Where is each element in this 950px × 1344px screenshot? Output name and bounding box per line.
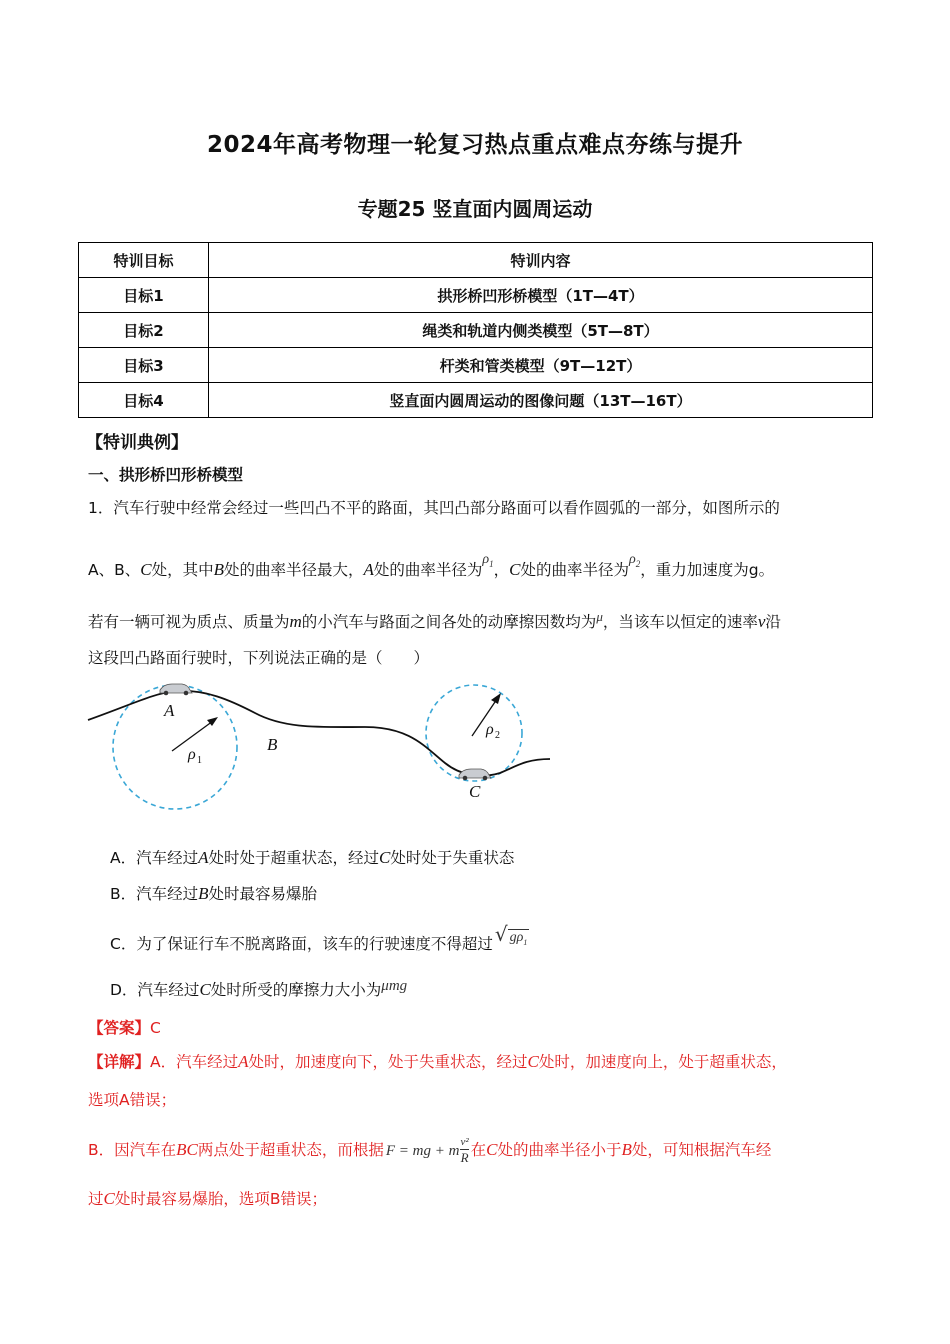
question-line-1: 1．汽车行驶中经常会经过一些凹凸不平的路面，其凹凸部分路面可以看作圆弧的一部分，如图所示的 xyxy=(88,499,780,517)
rho1-symbol: $\rho_1$ xyxy=(482,552,494,569)
car-icon-a xyxy=(160,684,192,695)
label-rho1: ρ xyxy=(188,746,196,763)
label-rho2-sub: 2 xyxy=(495,730,500,741)
table-cell: 目标2 xyxy=(79,313,209,348)
explanation-line-3: B．因汽车在BC两点处于超重状态，而根据 F = mg + m v² R 在C处的曲率半径小于B处，可知根据汽车经 xyxy=(88,1136,772,1165)
table-header-cell: 特训目标 xyxy=(79,243,209,278)
document-title: 2024年高考物理一轮复习热点重点难点夯练与提升 xyxy=(206,132,743,158)
label-rho2: ρ xyxy=(486,721,494,738)
answer: 【答案】C xyxy=(88,1019,161,1037)
label-a: A xyxy=(164,701,175,720)
table-row xyxy=(79,383,873,418)
road-figure xyxy=(80,675,560,810)
question-line-2: A、B、C处，其中B处的曲率半径最大，A处的曲率半径为$\rho_1$，C处的曲率半径为$\rho_2$，重力加速度为g。 xyxy=(88,552,775,579)
label-c: C xyxy=(469,782,481,801)
goals-table xyxy=(78,242,873,418)
explanation-line-4: 过C处时最容易爆胎，选项B错误； xyxy=(88,1189,327,1208)
table-row xyxy=(79,313,873,348)
label-b: B xyxy=(267,735,278,754)
table-cell: 目标1 xyxy=(79,278,209,313)
table-cell: 竖直面内圆周运动的图像问题（13T—16T） xyxy=(209,383,873,418)
mu-symbol: μ xyxy=(596,609,603,624)
question-line-3: 若有一辆可视为质点、质量为m的小汽车与路面之间各处的动摩擦因数均为$^\mu$，当该车以恒定的速率v沿 xyxy=(88,609,781,631)
car-icon-c xyxy=(459,769,491,780)
force-formula: F = mg + m v² R xyxy=(385,1136,469,1165)
table-row xyxy=(79,348,873,383)
label-rho1-sub: 1 xyxy=(197,755,202,766)
table-cell: 目标3 xyxy=(79,348,209,383)
table-header-row xyxy=(79,243,873,278)
option-b: B．汽车经过B处时最容易爆胎 xyxy=(110,884,318,903)
sqrt-formula: √ $g\rho_1$ xyxy=(494,922,528,947)
document-subtitle: 专题25 竖直面内圆周运动 xyxy=(357,197,593,221)
option-c: C．为了保证行车不脱离路面，该车的行驶速度不得超过 √ $g\rho_1$ xyxy=(110,922,528,953)
explanation-line-1: 【详解】A．汽车经过A处时，加速度向下，处于失重状态，经过C处时，加速度向上，处于超重状态， xyxy=(88,1052,787,1071)
table-cell: 绳类和轨道内侧类模型（5T—8T） xyxy=(209,313,873,348)
road-curve xyxy=(88,691,550,776)
table-header-cell: 特训内容 xyxy=(209,243,873,278)
explanation-line-2: 选项A错误； xyxy=(88,1091,177,1109)
table-cell: 杆类和管类模型（9T—12T） xyxy=(209,348,873,383)
table-row xyxy=(79,278,873,313)
option-d: D．汽车经过C处时所受的摩擦力大小为μmg xyxy=(110,978,408,999)
mu-mg-formula: μmg xyxy=(381,978,408,994)
subsection-heading: 一、拱形桥凹形桥模型 xyxy=(88,466,244,484)
section-heading: 【特训典例】 xyxy=(86,433,188,453)
option-a: A．汽车经过A处时处于超重状态，经过C处时处于失重状态 xyxy=(110,848,515,867)
question-line-4: 这段凹凸路面行驶时，下列说法正确的是（ ） xyxy=(88,649,430,667)
table-cell: 拱形桥凹形桥模型（1T—4T） xyxy=(209,278,873,313)
rho2-symbol: $\rho_2$ xyxy=(629,552,641,569)
table-cell: 目标4 xyxy=(79,383,209,418)
